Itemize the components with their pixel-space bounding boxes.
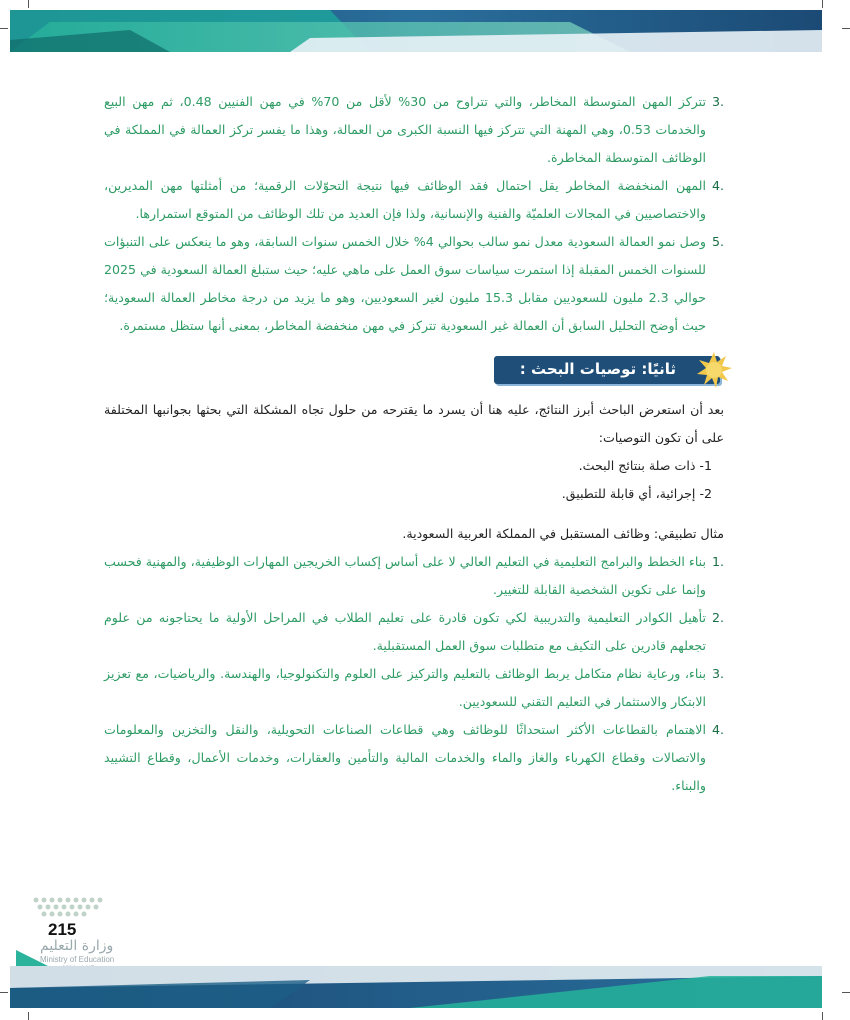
intro-paragraph: بعد أن استعرض الباحث أبرز النتائج، عليه هنا أن يسرد ما يقترحه من حلول تجاه المشكلة التي بحثها بجوانبها المختلفة على أن تكون التوصيات: (104, 402, 724, 445)
item-text: المهن المنخفضة المخاطر يقل احتمال فقد الوظائف فيها نتيجة التحوّلات الرقمية؛ من أمثلتها مهن المديرين، والاختصاصيين في المجالات العلميّة والفنية والإنسانية، ولذا فإن العديد من تلك الوظائف من المتوقع استمرارها. (104, 178, 706, 221)
item-text: الاهتمام بالقطاعات الأكثر استحداثًا للوظائف وهي قطاعات الصناعات التحويلية، والنقل والتخزين والمعلومات والاتصالات وقطاع الكهرباء والغاز والماء والخدمات المالية والتأمين والعقارات، وخدمات الأعمال، وقطاع التشييد والبناء. (104, 722, 706, 793)
item-text: بناء الخطط والبرامج التعليمية في التعليم العالي لا على أساس إكساب الخريجين المهارات الوظيفية، والمهنية فحسب وإنما على تكوين الشخصية القابلة للتغيير. (104, 554, 706, 597)
finding-item (104, 172, 724, 228)
item-number: .5 (711, 234, 724, 249)
recommendation-item (104, 716, 724, 800)
item-number: .4 (711, 722, 724, 737)
section-title: ثانيًا: توصيات البحث : (519, 360, 676, 378)
item-number: .3 (711, 666, 724, 681)
ministry-name-arabic: وزارة التعليم (40, 938, 114, 954)
criteria-item: 2- إجرائية، أي قابلة للتطبيق. (561, 486, 712, 501)
crop-mark (0, 28, 8, 29)
item-text: تتركز المهن المتوسطة المخاطر، والتي تتراوح من 30% لأقل من 70% في مهن الفنيين 0.48، ثم مهن البيع والخدمات 0.53، وهي المهنة التي تتركز فيها النسبة الكبرى من العمالة، وهذا ما يفسر تركز العمالة في المملكة في الوظائف المتوسطة المخاطرة. (104, 94, 706, 165)
item-text: تأهيل الكوادر التعليمية والتدريبية لكي تكون قادرة على تعليم الطلاب في المراحل الأولية ما يحتاجونه من علوم تجعلهم قادرين على التكيف مع متطلبات سوق العمل المستقبلية. (104, 610, 706, 653)
item-number: .1 (711, 554, 724, 569)
item-number: .3 (711, 94, 724, 109)
bottom-banner (10, 966, 822, 1008)
item-number: .4 (711, 178, 724, 193)
sun-icon (694, 350, 734, 390)
crop-mark (842, 992, 850, 993)
page-content (104, 88, 724, 800)
recommendation-item (104, 660, 724, 716)
item-text: بناء، ورعاية نظام متكامل يربط الوظائف بالتعليم والتركيز على العلوم والتكنولوجيا، والهندسة. والرياضيات، مع تعزيز الابتكار والاستثمار في التعليم التقني للسعوديين. (104, 666, 706, 709)
crop-mark (28, 0, 29, 8)
item-number: .2 (711, 610, 724, 625)
criteria-item: 1- ذات صلة بنتائج البحث. (578, 458, 712, 473)
section-heading (104, 352, 724, 386)
page-number: 215 (48, 920, 77, 939)
crop-mark (822, 1012, 823, 1020)
item-text: وصل نمو العمالة السعودية معدل نمو سالب بحوالي 4% خلال الخمس سنوات السابقة، وهو ما ينعكس على التنبؤات للسنوات الخمس المقبلة إذا استمرت سياسات سوق العمل على ماهي عليه؛ حيث ستبلغ العمالة السعودية في 2025 حوالي 2.3 مليون للسعوديين مقابل 15.3 مليون لغير السعوديين، وهو ما يزيد من درجة مخاطر العمالة السعودية؛ حيث أوضح التحليل السابق أن العمالة غير السعودية تتركز في مهن منخفضة المخاطر، بمعنى أنها ستظل مستمرة. (104, 234, 706, 333)
example-title: مثال تطبيقي: وظائف المستقبل في المملكة العربية السعودية. (402, 526, 724, 541)
top-banner (10, 10, 822, 52)
crop-mark (28, 1012, 29, 1020)
recommendation-item (104, 604, 724, 660)
crop-mark (842, 28, 850, 29)
finding-item (104, 228, 724, 340)
crop-mark (822, 0, 823, 8)
recommendation-item (104, 548, 724, 604)
ministry-name-english: Ministry of Education (40, 955, 115, 964)
finding-item (104, 88, 724, 172)
crop-mark (0, 992, 8, 993)
